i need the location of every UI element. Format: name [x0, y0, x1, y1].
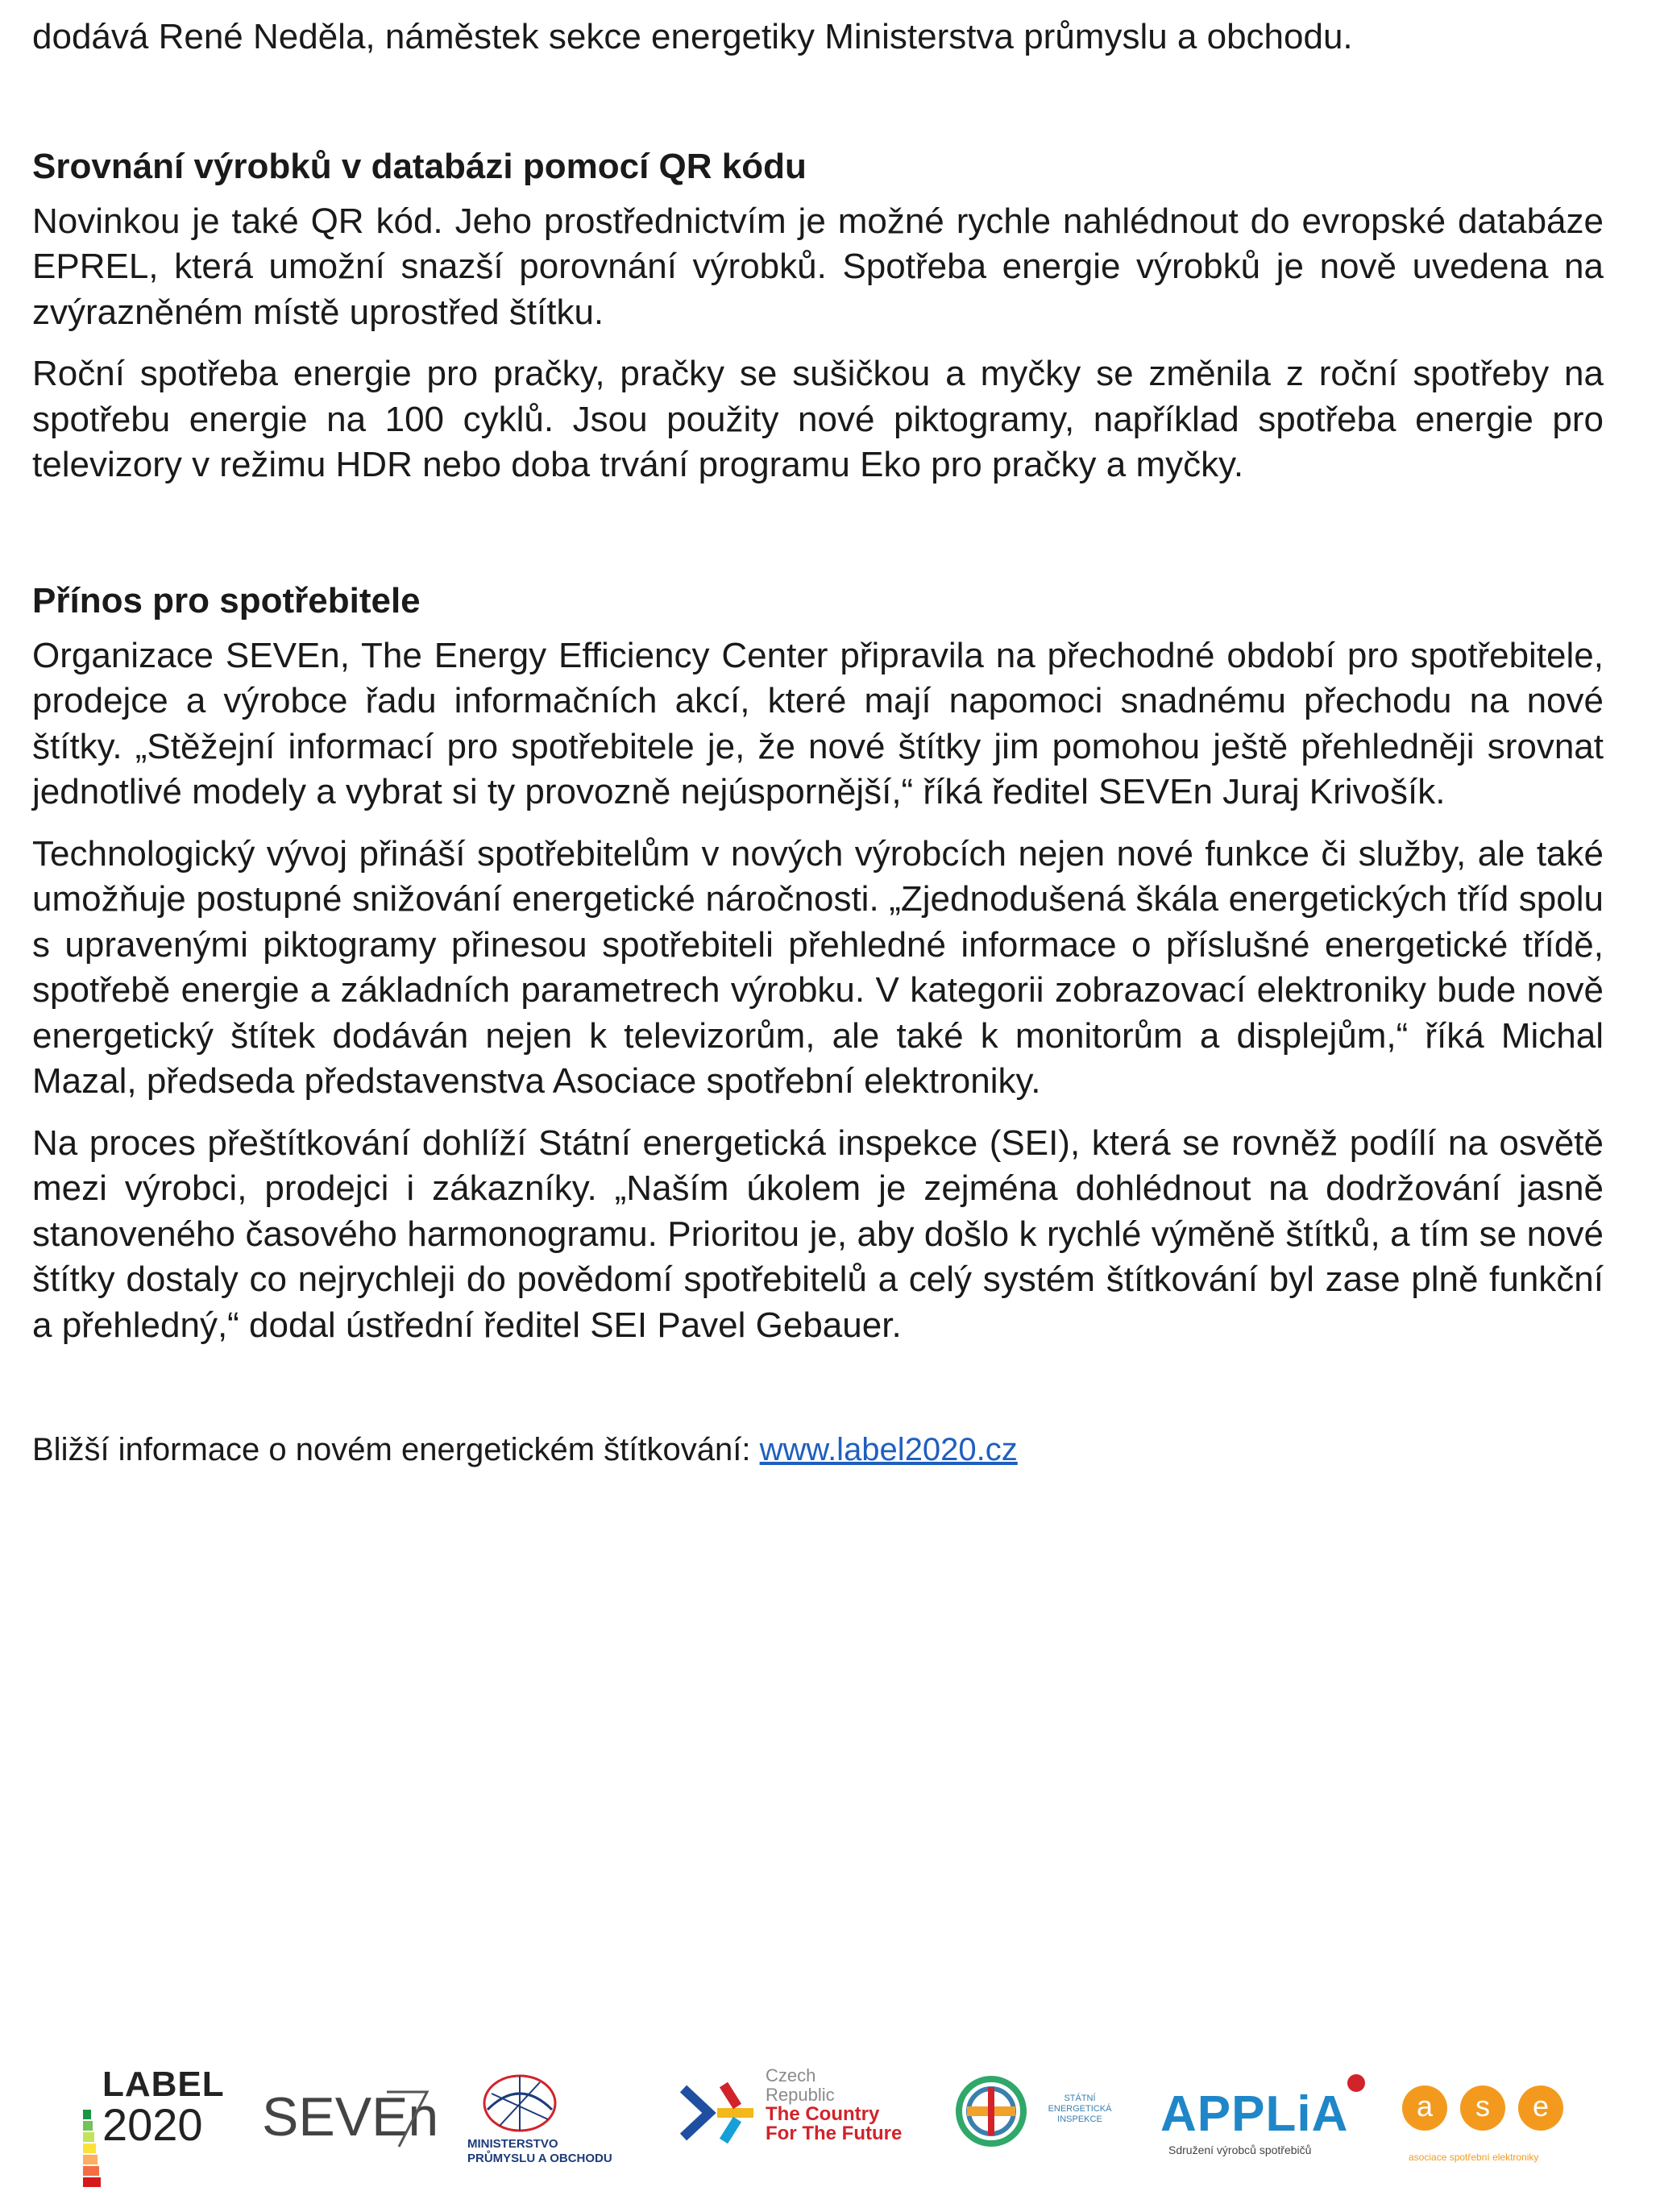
energy-class-bar: [83, 2110, 91, 2119]
sei-emblem-icon: [951, 2071, 1031, 2152]
mpo-logo: [467, 2063, 653, 2184]
info-line: [32, 1429, 1604, 1471]
energy-class-bar: [83, 2132, 94, 2142]
partner-logos: [64, 2063, 1579, 2184]
paragraph-sei: Na proces přeštítkování dohlíží Státní energetická inspekce (SEI), která se rovněž podílí na osvětě mezi výrobci, prodejci i zákazníky. „Naším úkolem je zejména dohlédnout na dodržování jasně stanoveného časového harmonogramu. Prioritou je, aby došlo k rychlé výměně štítků, a tím se nové štítky dostaly co nejrychleji do povědomí spotřebitelů a celý systém štítkování byl zase plně funkční a přehledný,“ dodal ústřední ředitel SEI Pavel Gebauer.: [32, 1123, 1604, 1345]
heading-qr-code: Srovnání výrobků v databázi pomocí QR kódu: [32, 146, 807, 186]
mpo-logo-text: MINISTERSTVO PRŮMYSLU A OBCHODU: [467, 2137, 612, 2165]
czech-cross-icon: [677, 2073, 757, 2153]
energy-class-bar: [83, 2177, 101, 2187]
czech-republic-logo: [677, 2063, 919, 2184]
czech-logo-line4: For The Future: [766, 2123, 903, 2144]
czech-logo-line3: The Country: [766, 2103, 880, 2125]
applia-cz-badge: [1347, 2074, 1365, 2092]
document-body: [32, 15, 1604, 1471]
paragraph-technology: Technologický vývoj přináší spotřebitelům v nových výrobcích nejen nové funkce či služby, ale také umožňuje postupné snižování energetické náročnosti. „Zjednodušená škála energetických tříd spolu s upravenými piktogramy přinesou spotřebiteli přehledné informace o příslušné energetické třídě, spotřebě energie a základních parametrech výrobku. V kategorii zobrazovací elektroniky bude nově energetický štítek dodáván nejen k televizorům, ale také k monitorům a displejům,“ říká Michal Mazal, předseda představenstva Asociace spotřební elektroniky.: [32, 833, 1604, 1101]
applia-logo: [1160, 2063, 1370, 2184]
energy-class-bar: [83, 2121, 93, 2131]
energy-class-bar: [83, 2144, 96, 2153]
energy-class-bar: [83, 2155, 98, 2164]
seven-logo: [262, 2063, 439, 2184]
paragraph-seven: Organizace SEVEn, The Energy Efficiency Center připravila na přechodné období pro spotřebitele, prodejce a výrobce řadu informačních akcí, které mají napomoci snadnému přechodu na nové štítky. „Stěžejní informací pro spotřebitele je, že nové štítky jim pomohou ještě přehledněji srovnat jednotlivé modely a vybrat si ty provozně nejúspornější,“ říká ředitel SEVEn Juraj Krivošík.: [32, 635, 1604, 811]
czech-logo-text-grey: [766, 2066, 835, 2105]
label2020-logo: [77, 2063, 225, 2184]
czech-logo-line1: Czech: [766, 2065, 816, 2085]
energy-class-bar: [83, 2166, 99, 2176]
energy-scale-icon: [83, 2110, 101, 2179]
paragraph-qr-code: Novinkou je také QR kód. Jeho prostřednictvím je možné rychle nahlédnout do evropské databáze EPREL, která umožní snazší porovnání výrobků. Spotřeba energie výrobků je nově uvedena na zvýrazněném místě uprostřed štítku.: [32, 201, 1604, 332]
paragraph-annual-consumption: Roční spotřeba energie pro pračky, pračky se sušičkou a myčky se změnila z roční spotřeby na spotřebu energie na 100 cyklů. Jsou použity nové piktogramy, například spotřeba energie pro televizory v režimu HDR nebo doba trvání programu Eko pro pračky a myčky.: [32, 354, 1604, 484]
label2020-logo-top: LABEL: [102, 2065, 225, 2104]
label2020-link[interactable]: www.label2020.cz: [759, 1432, 1018, 1467]
ase-dot-e: e: [1518, 2085, 1563, 2131]
globe-icon: [475, 2069, 564, 2134]
ase-logo-subtitle: asociace spotřební elektroniky: [1409, 2152, 1539, 2163]
sei-logo-text: STÁTNÍ ENERGETICKÁ INSPEKCE: [1048, 2094, 1112, 2124]
ase-logo: [1402, 2063, 1579, 2184]
ase-dot-a: a: [1402, 2085, 1447, 2131]
applia-logo-text: APPLiA: [1160, 2086, 1349, 2142]
ase-dot-s: s: [1460, 2085, 1505, 2131]
czech-logo-text-red: [766, 2105, 902, 2144]
seven-logo-text: SEVEn: [262, 2086, 439, 2148]
heading-consumer-benefit: Přínos pro spotřebitele: [32, 580, 421, 620]
info-label: Bližší informace o novém energetickém štítkování:: [32, 1432, 760, 1467]
paragraph-intro-end: dodává René Neděla, náměstek sekce energetiky Ministerstva průmyslu a obchodu.: [32, 17, 1353, 56]
sei-logo: [951, 2063, 1128, 2184]
applia-logo-subtitle: Sdružení výrobců spotřebičů: [1168, 2144, 1312, 2156]
label2020-logo-bottom: 2020: [102, 2099, 203, 2150]
seven-slash-icon: [383, 2085, 431, 2150]
czech-logo-line2: Republic: [766, 2085, 835, 2105]
